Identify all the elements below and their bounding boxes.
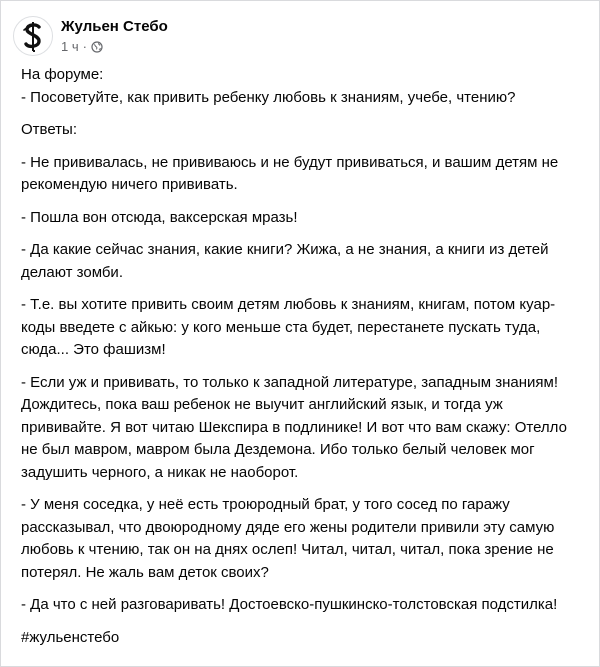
- globe-icon[interactable]: [91, 41, 103, 53]
- answer-paragraph: - Не прививалась, не прививаюсь и не будут прививаться, и вашим детям не рекомендую ничего прививать.: [21, 153, 559, 193]
- answer-paragraph: - Т.е. вы хотите привить своим детям любовь к знаниям, книгам, потом куар-коды введете с айкью: у кого меньше ста будет, перестанете пускать туда, сюда... Это фашизм!: [21, 296, 556, 358]
- answer-paragraph: - У меня соседка, у неё есть троюродный брат, у того сосед по гаражу рассказывал, что двоюродному дяде его жены родители привили эту самую любовь к чтению, так он на днях ослеп! Читал, читал, читал, пока зрение не потерял. Не жаль вам деток своих?: [21, 496, 555, 581]
- post-meta: [61, 39, 168, 55]
- author-logo-icon: [18, 20, 48, 52]
- answer-paragraph: - Если уж и прививать, то только к западной литературе, западным знаниям! Дождитесь, пока ваш ребенок не выучит английский язык, и тогда уж прививайте. Я вот читаю Шекспира в подлинике! И вот что вам скажу: Отелло не был мавром, мавром была Дездемона. Ибо только белый человек мог задушить черного, а никак не наоборот.: [21, 373, 567, 481]
- hashtag-link[interactable]: #жульенстебо: [21, 628, 120, 646]
- answer-paragraph: - Да что с ней разговаривать! Достоевско-пушкинско-толстовская подстилка!: [21, 596, 558, 613]
- post-body: [21, 64, 586, 649]
- meta-separator: ·: [82, 39, 87, 54]
- intro-line: На форуме:: [21, 66, 104, 83]
- answer-paragraph: - Пошла вон отсюда, ваксерская мразь!: [21, 208, 298, 226]
- author-name[interactable]: Жульен Стебо: [61, 18, 168, 35]
- question-line: - Посоветуйте, как привить ребенку любовь к знаниям, учебе, чтению?: [21, 88, 516, 106]
- answer-paragraph: - Да какие сейчас знания, какие книги? Жижа, а не знания, а книги из детей делают зомби.: [21, 241, 549, 281]
- avatar[interactable]: [13, 16, 53, 56]
- answers-label: Ответы:: [21, 121, 78, 138]
- post-header: [13, 11, 168, 61]
- author-block: [61, 17, 168, 55]
- hashtag-line: [21, 627, 586, 650]
- post-time[interactable]: 1 ч: [61, 39, 79, 54]
